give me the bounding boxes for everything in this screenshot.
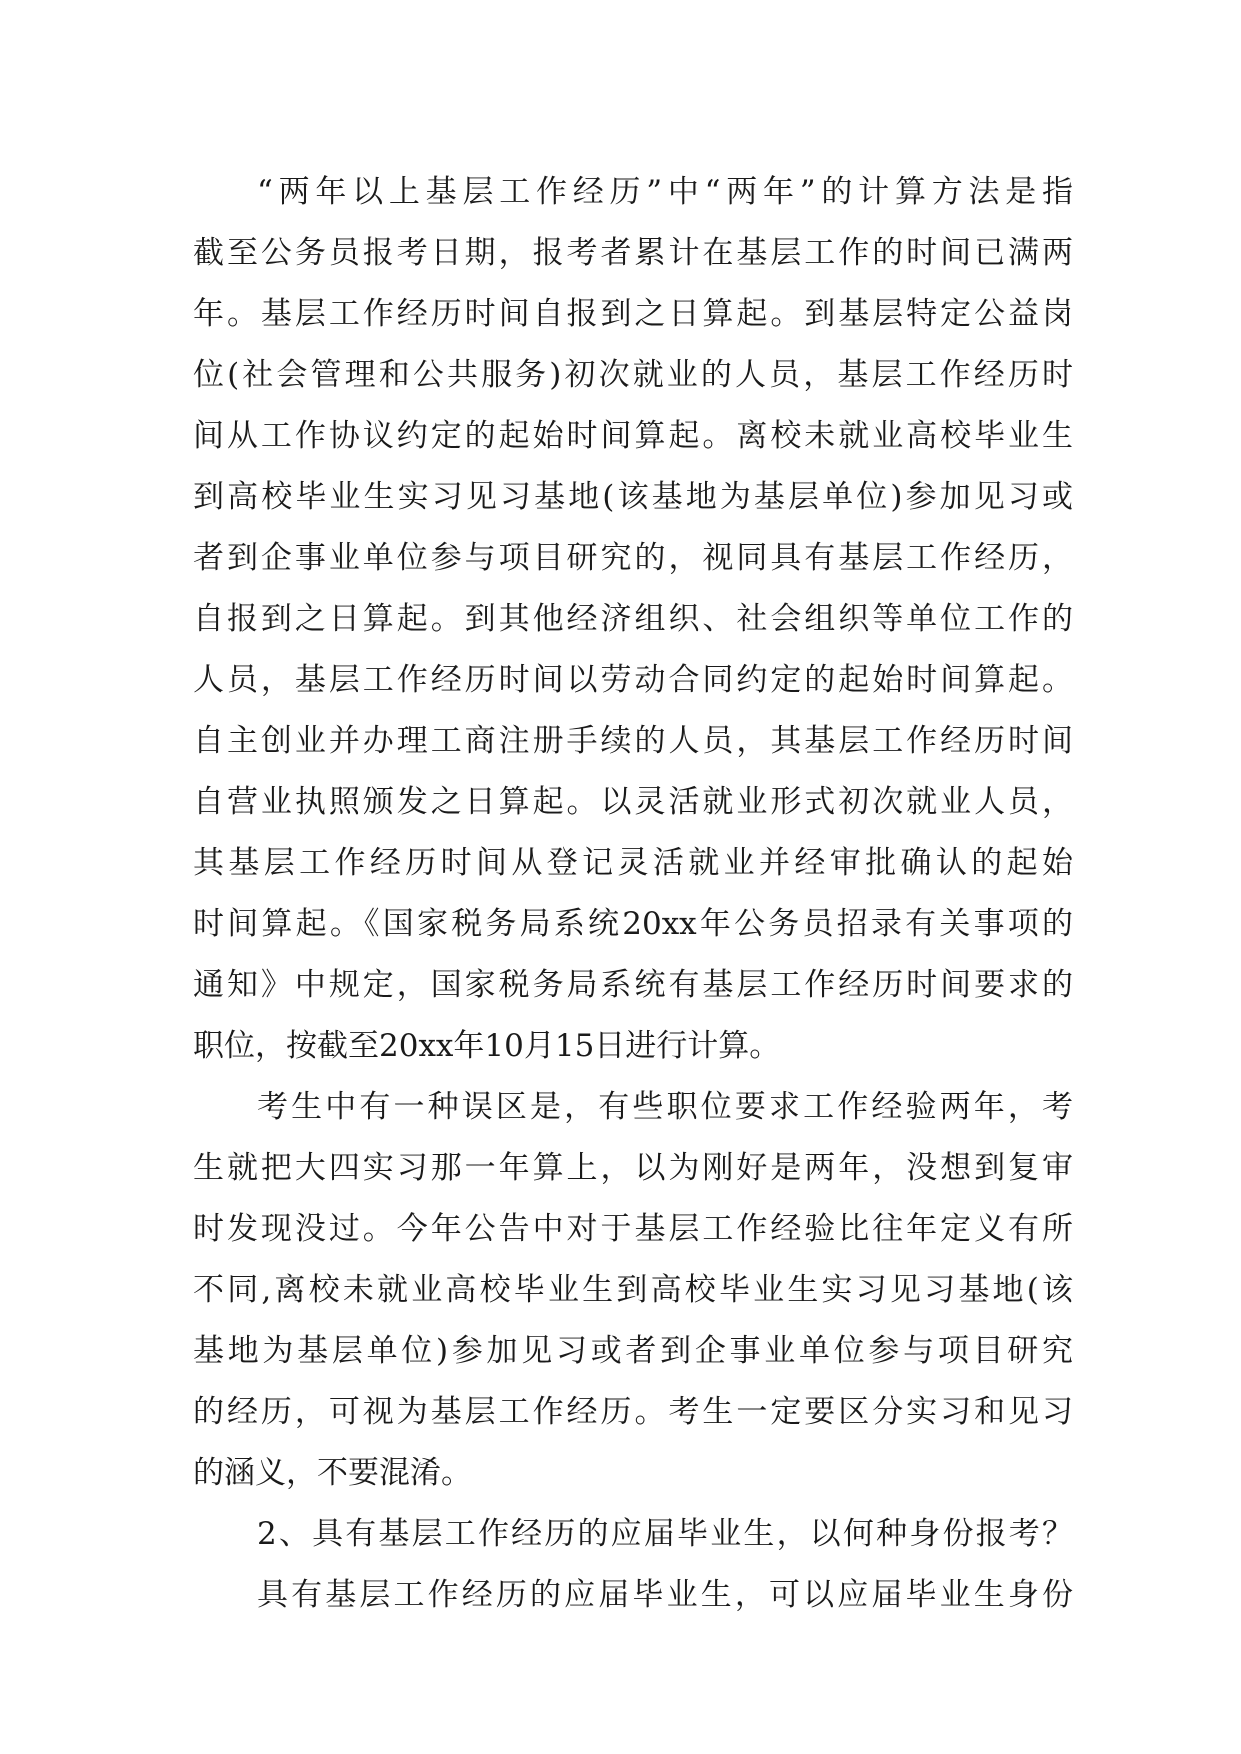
paragraph-line: 到高校毕业生实习见习基地(该基地为基层单位)参加见习或 bbox=[193, 479, 1073, 515]
paragraph-line: 时间算起。《国家税务局系统20xx年公务员招录有关事项的 bbox=[193, 906, 1073, 942]
paragraph-line: 基地为基层单位)参加见习或者到企事业单位参与项目研究 bbox=[193, 1333, 1073, 1369]
paragraph-line: 时发现没过。今年公告中对于基层工作经验比往年定义有所 bbox=[193, 1211, 1073, 1247]
paragraph-line: 自主创业并办理工商注册手续的人员，其基层工作经历时间 bbox=[193, 723, 1073, 759]
question-heading: 2、具有基层工作经历的应届毕业生，以何种身份报考？ bbox=[257, 1516, 1073, 1552]
paragraph-line: 生就把大四实习那一年算上，以为刚好是两年，没想到复审 bbox=[193, 1150, 1073, 1186]
paragraph-line: 人员，基层工作经历时间以劳动合同约定的起始时间算起。 bbox=[193, 662, 1073, 698]
paragraph-line: 自营业执照颁发之日算起。以灵活就业形式初次就业人员， bbox=[193, 784, 1073, 820]
paragraph-line: 年。基层工作经历时间自报到之日算起。到基层特定公益岗 bbox=[193, 296, 1073, 332]
paragraph-line: 的经历，可视为基层工作经历。考生一定要区分实习和见习 bbox=[193, 1394, 1073, 1430]
paragraph-line: “两年以上基层工作经历”中“两年”的计算方法是指 bbox=[257, 174, 1073, 210]
paragraph-line: 的涵义，不要混淆。 bbox=[193, 1455, 472, 1491]
paragraph-line: 通知》中规定，国家税务局系统有基层工作经历时间要求的 bbox=[193, 967, 1073, 1003]
document-body bbox=[193, 162, 1073, 1626]
paragraph-line: 截至公务员报考日期，报考者累计在基层工作的时间已满两 bbox=[193, 235, 1073, 271]
paragraph-line: 位(社会管理和公共服务)初次就业的人员，基层工作经历时 bbox=[193, 357, 1073, 393]
paragraph-line: 自报到之日算起。到其他经济组织、社会组织等单位工作的 bbox=[193, 601, 1073, 637]
paragraph-line: 间从工作协议约定的起始时间算起。离校未就业高校毕业生 bbox=[193, 418, 1073, 454]
paragraph-line: 具有基层工作经历的应届毕业生，可以应届毕业生身份 bbox=[257, 1577, 1073, 1613]
paragraph-line: 不同,离校未就业高校毕业生到高校毕业生实习见习基地(该 bbox=[193, 1272, 1073, 1308]
paragraph-line: 职位，按截至20xx年10月15日进行计算。 bbox=[193, 1028, 781, 1064]
paragraph-line: 考生中有一种误区是，有些职位要求工作经验两年，考 bbox=[257, 1089, 1073, 1125]
paragraph-line: 其基层工作经历时间从登记灵活就业并经审批确认的起始 bbox=[193, 845, 1073, 881]
paragraph-line: 者到企事业单位参与项目研究的，视同具有基层工作经历， bbox=[193, 540, 1073, 576]
